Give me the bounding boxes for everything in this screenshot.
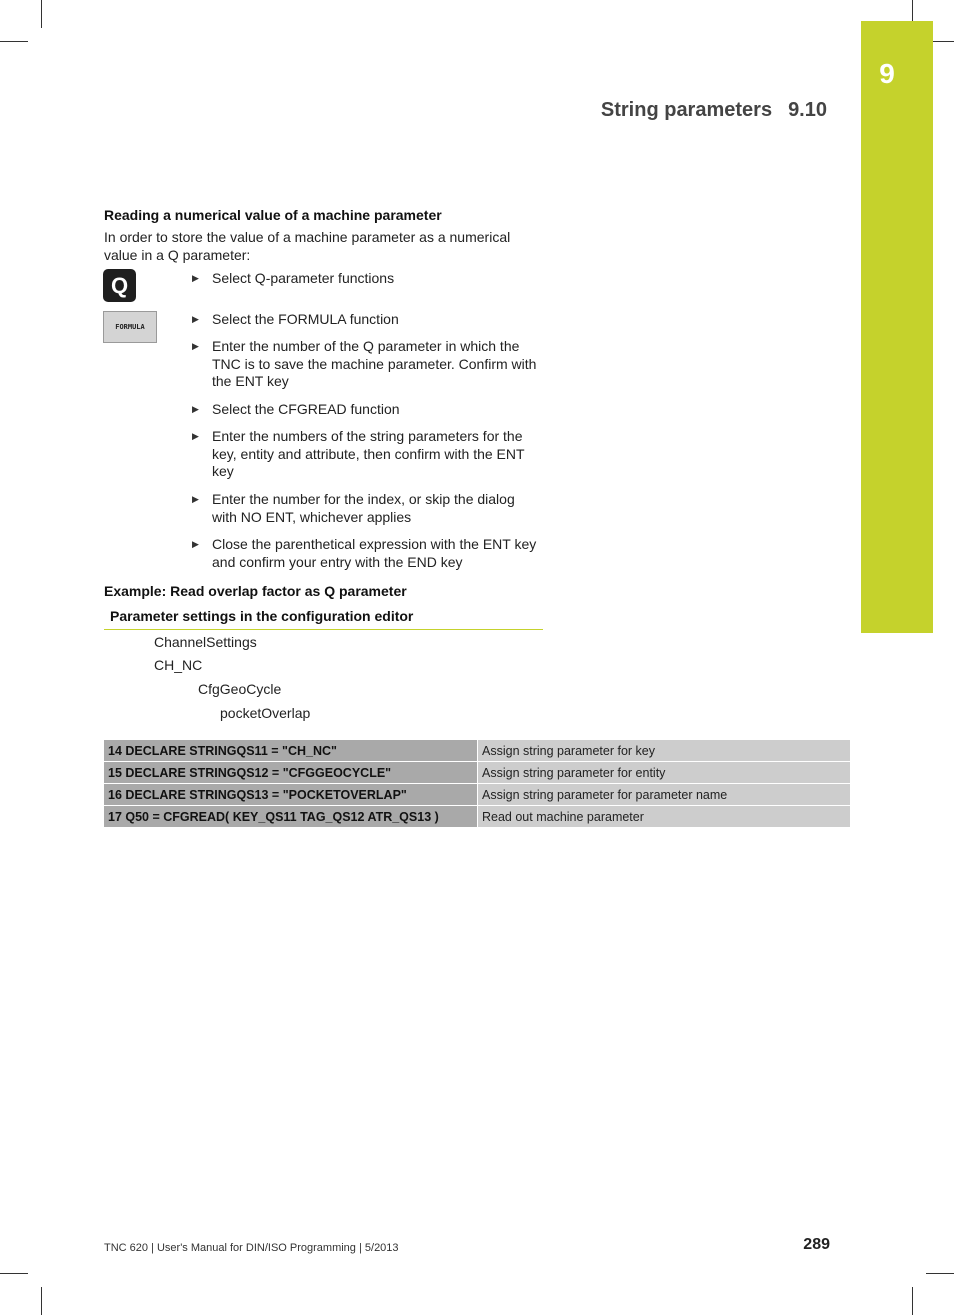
description-cell: Read out machine parameter [478,806,850,827]
config-table-header [104,606,543,630]
step-text: Select Q-parameter functions [212,270,395,286]
code-cell: 17 Q50 = CFGREAD( KEY_QS11 TAG_QS12 ATR_QS13 ) [104,806,478,827]
code-cell: 15 DECLARE STRINGQS12 = "CFGGEOCYCLE" [104,762,478,783]
footer-text: TNC 620 | User's Manual for DIN/ISO Programming | 5/2013 [104,1242,399,1254]
triangle-bullet-icon: ▶ [192,404,199,414]
step-item [192,270,542,288]
triangle-bullet-icon: ▶ [192,314,199,324]
step-item [192,338,542,391]
code-cell: 14 DECLARE STRINGQS11 = "CH_NC" [104,740,478,761]
page-number: 289 [803,1236,830,1253]
step-item [192,536,542,571]
crop-mark [0,1273,28,1274]
section-heading: Reading a numerical value of a machine parameter [104,207,442,223]
formula-softkey-icon: FORMULA [103,311,157,343]
crop-mark [926,1273,954,1274]
chapter-tab [861,21,933,633]
step-item [192,311,542,329]
table-row [104,762,850,783]
header-title: String parameters [600,99,773,121]
step-text: Close the parenthetical expression with the ENT key and confirm your entry with the END key [212,536,537,570]
example-heading: Example: Read overlap factor as Q parameter [104,583,407,599]
description-cell: Assign string parameter for parameter name [478,784,850,805]
step-text: Enter the number for the index, or skip the dialog with NO ENT, whichever applies [212,491,515,525]
crop-mark [912,1287,913,1315]
step-text: Select the FORMULA function [212,311,399,327]
table-row [104,806,850,827]
crop-mark [41,1287,42,1315]
chapter-number: 9 [879,58,895,89]
crop-mark [41,0,42,28]
config-tree-item: ChannelSettings [154,634,257,650]
code-cell: 16 DECLARE STRINGQS13 = "POCKETOVERLAP" [104,784,478,805]
crop-mark [0,41,28,42]
table-row [104,740,850,761]
step-text: Enter the number of the Q parameter in which the TNC is to save the machine parameter. Confirm with the ENT key [212,338,537,389]
table-row [104,784,850,805]
step-item [192,428,542,481]
config-tree-item: CfgGeoCycle [198,681,282,697]
config-tree-item: pocketOverlap [220,705,311,721]
triangle-bullet-icon: ▶ [192,273,199,283]
intro-paragraph: In order to store the value of a machine parameter as a numerical value in a Q parameter: [104,229,511,263]
step-item [192,401,542,419]
step-text: Select the CFGREAD function [212,401,400,417]
step-text: Enter the numbers of the string parameters for the key, entity and attribute, then confirm with the ENT key [212,428,525,479]
step-item [192,491,542,526]
description-cell: Assign string parameter for entity [478,762,850,783]
triangle-bullet-icon: ▶ [192,431,199,441]
config-tree-item: CH_NC [154,657,203,673]
description-cell: Assign string parameter for key [478,740,850,761]
q-key-icon: Q [103,269,136,302]
triangle-bullet-icon: ▶ [192,494,199,504]
triangle-bullet-icon: ▶ [192,341,199,351]
nc-code-table [104,739,850,828]
header-section: 9.10 [788,99,827,121]
triangle-bullet-icon: ▶ [192,539,199,549]
page-header [601,99,827,122]
config-heading: Parameter settings in the configuration editor [110,608,414,624]
